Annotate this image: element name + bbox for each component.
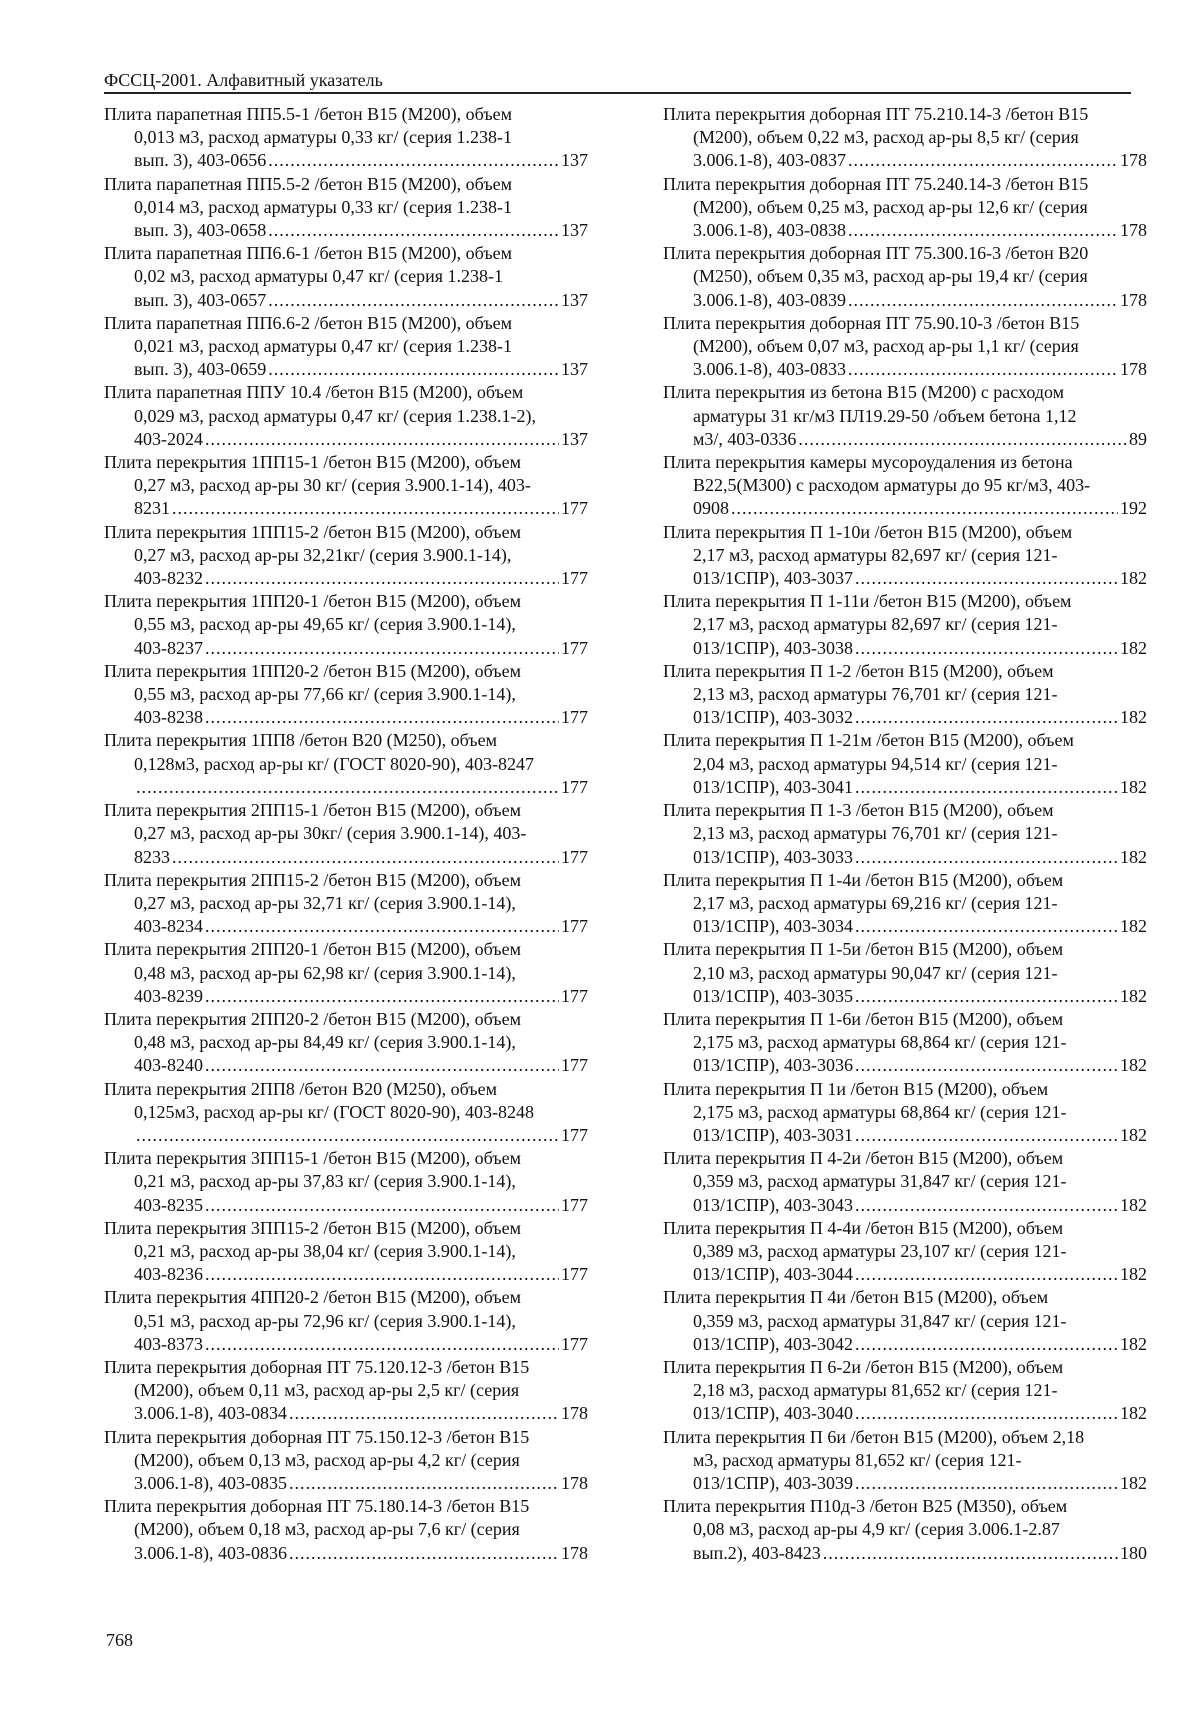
entry-code: 403-8232 <box>134 568 203 589</box>
index-entry <box>104 1495 588 1565</box>
index-entry <box>663 590 1147 660</box>
index-entry <box>663 242 1147 312</box>
entry-leader-line <box>104 1263 588 1286</box>
entry-continuation: 0,014 м3, расход арматуры 0,33 кг/ (серия 1.238-1 <box>134 196 513 217</box>
entry-leader-line <box>104 1054 588 1077</box>
entry-title: Плита парапетная ПП5.5-2 /бетон В15 (М200), объем <box>104 173 513 194</box>
entry-title: Плита перекрытия 1ПП20-2 /бетон В15 (М200), объем <box>104 660 521 681</box>
index-entry <box>104 103 588 173</box>
entry-code: вып. 3), 403-0657 <box>134 289 267 310</box>
entry-page-ref: 182 <box>1120 568 1147 589</box>
dot-leader <box>136 1124 559 1147</box>
entry-title: Плита перекрытия доборная ПТ 75.240.14-3 /бетон В15 <box>663 173 1089 194</box>
entry-code: 403-8238 <box>134 707 203 728</box>
entry-title: Плита перекрытия доборная ПТ 75.300.16-3 /бетон В20 <box>663 243 1089 264</box>
entry-title: Плита перекрытия 2ПП8 /бетон В20 (М250), объем <box>104 1078 497 1099</box>
entry-code: 013/1СПР), 403-3034 <box>693 916 854 937</box>
index-entry <box>663 312 1147 382</box>
index-entry <box>663 1008 1147 1078</box>
entry-title: Плита перекрытия 2ПП20-1 /бетон В15 (М200), объем <box>104 939 521 960</box>
dot-leader <box>268 358 559 381</box>
dot-leader <box>172 497 559 520</box>
entry-code: 403-8236 <box>134 1264 203 1285</box>
entry-continuation: 0,21 м3, расход ар-ры 37,83 кг/ (серия 3.900.1-14), <box>134 1171 516 1192</box>
entry-leader-line <box>104 1124 588 1147</box>
entry-page-ref: 182 <box>1120 1333 1147 1354</box>
entry-continuation: 2,18 м3, расход арматуры 81,652 кг/ (серия 121- <box>693 1380 1058 1401</box>
dot-leader <box>205 1194 559 1217</box>
entry-title: Плита перекрытия 1ПП20-1 /бетон В15 (М200), объем <box>104 591 521 612</box>
entry-title: Плита перекрытия камеры мусороудаления из бетона <box>663 452 1073 473</box>
entry-page-ref: 177 <box>561 916 588 937</box>
entry-leader-line <box>663 1402 1147 1425</box>
entry-continuation: 0,029 м3, расход арматуры 0,47 кг/ (серия 1.238.1-2), <box>134 405 537 426</box>
entry-code: 3.006.1-8), 403-0834 <box>134 1403 287 1424</box>
entry-leader-line <box>104 358 588 381</box>
entry-title: Плита перекрытия П 1-6и /бетон В15 (М200), объем <box>663 1008 1064 1029</box>
entry-title: Плита парапетная ПП6.6-2 /бетон В15 (М200), объем <box>104 312 513 333</box>
entry-continuation: 0,389 м3, расход арматуры 23,107 кг/ (серия 121- <box>693 1240 1067 1261</box>
entry-page-ref: 177 <box>561 1264 588 1285</box>
entry-page-ref: 182 <box>1120 985 1147 1006</box>
entry-title: Плита парапетная ПП6.6-1 /бетон В15 (М200), объем <box>104 243 513 264</box>
entry-continuation: 0,359 м3, расход арматуры 31,847 кг/ (серия 121- <box>693 1171 1067 1192</box>
entry-title: Плита перекрытия П 6-2и /бетон В15 (М200), объем <box>663 1356 1064 1377</box>
entry-page-ref: 137 <box>561 289 588 310</box>
entry-code: 403-2024 <box>134 428 203 449</box>
entry-leader-line <box>663 1333 1147 1356</box>
dot-leader <box>855 637 1118 660</box>
entry-code: 013/1СПР), 403-3036 <box>693 1055 854 1076</box>
entry-title: Плита перекрытия П10д-3 /бетон В25 (М350), объем <box>663 1496 1068 1517</box>
entry-title: Плита перекрытия П 1и /бетон В15 (М200), объем <box>663 1078 1049 1099</box>
entry-code: 3.006.1-8), 403-0838 <box>693 220 846 241</box>
entry-page-ref: 182 <box>1120 1055 1147 1076</box>
dot-leader <box>855 1402 1118 1425</box>
entry-continuation: 2,17 м3, расход арматуры 82,697 кг/ (серия 121- <box>693 614 1058 635</box>
dot-leader <box>172 846 559 869</box>
entry-code: 013/1СПР), 403-3040 <box>693 1403 854 1424</box>
entry-leader-line <box>663 289 1147 312</box>
entry-title: Плита парапетная ППУ 10.4 /бетон В15 (М200), объем <box>104 382 524 403</box>
entry-code: 013/1СПР), 403-3033 <box>693 846 854 867</box>
entry-page-ref: 89 <box>1129 428 1147 449</box>
index-entry <box>663 103 1147 173</box>
index-entry <box>104 312 588 382</box>
index-entry <box>104 1008 588 1078</box>
entry-continuation: 0,27 м3, расход ар-ры 32,71 кг/ (серия 3.900.1-14), <box>134 892 516 913</box>
entry-continuation: 0,48 м3, расход ар-ры 84,49 кг/ (серия 3.900.1-14), <box>134 1032 516 1053</box>
entry-page-ref: 178 <box>561 1542 588 1563</box>
dot-leader <box>823 1542 1118 1565</box>
index-entry <box>663 729 1147 799</box>
dot-leader <box>268 219 559 242</box>
entry-page-ref: 182 <box>1120 1472 1147 1493</box>
dot-leader <box>855 985 1118 1008</box>
entry-code: 0908 <box>693 498 729 519</box>
index-entry <box>663 1147 1147 1217</box>
entry-continuation: 0,27 м3, расход ар-ры 30 кг/ (серия 3.900.1-14), 403- <box>134 475 531 496</box>
index-entry <box>663 521 1147 591</box>
dot-leader <box>855 567 1118 590</box>
entry-continuation: 2,175 м3, расход арматуры 68,864 кг/ (серия 121- <box>693 1032 1067 1053</box>
entry-continuation: (М200), объем 0,13 м3, расход ар-ры 4,2 кг/ (серия <box>134 1449 520 1470</box>
index-entry <box>104 729 588 799</box>
entry-code: 3.006.1-8), 403-0836 <box>134 1542 287 1563</box>
entry-continuation: (М200), объем 0,22 м3, расход ар-ры 8,5 кг/ (серия <box>693 127 1079 148</box>
dot-leader <box>205 915 559 938</box>
dot-leader <box>289 1402 559 1425</box>
entry-continuation: 0,21 м3, расход ар-ры 38,04 кг/ (серия 3.900.1-14), <box>134 1240 516 1261</box>
entry-leader-line <box>663 706 1147 729</box>
entry-title: Плита перекрытия П 1-3 /бетон В15 (М200), объем <box>663 800 1054 821</box>
entry-page-ref: 177 <box>561 568 588 589</box>
entry-page-ref: 182 <box>1120 916 1147 937</box>
dot-leader <box>205 428 559 451</box>
entry-title: Плита перекрытия 3ПП15-2 /бетон В15 (М200), объем <box>104 1217 521 1238</box>
entry-title: Плита перекрытия 2ПП15-2 /бетон В15 (М200), объем <box>104 869 521 890</box>
entry-continuation: 2,17 м3, расход арматуры 69,216 кг/ (серия 121- <box>693 892 1058 913</box>
entry-leader-line <box>104 219 588 242</box>
dot-leader <box>798 428 1127 451</box>
entry-title: Плита перекрытия П 1-11и /бетон В15 (М200), объем <box>663 591 1072 612</box>
entry-code: 3.006.1-8), 403-0839 <box>693 289 846 310</box>
entry-continuation: (М250), объем 0,35 м3, расход ар-ры 19,4 кг/ (серия <box>693 266 1088 287</box>
dot-leader <box>205 1054 559 1077</box>
entry-title: Плита перекрытия 1ПП15-1 /бетон В15 (М200), объем <box>104 452 521 473</box>
entry-title: Плита перекрытия 4ПП20-2 /бетон В15 (М200), объем <box>104 1287 521 1308</box>
entry-continuation: 0,55 м3, расход ар-ры 77,66 кг/ (серия 3.900.1-14), <box>134 684 516 705</box>
header-rule <box>104 92 1131 94</box>
entry-page-ref: 178 <box>1120 289 1147 310</box>
dot-leader <box>205 1333 559 1356</box>
entry-page-ref: 178 <box>1120 150 1147 171</box>
entry-leader-line <box>104 428 588 451</box>
dot-leader <box>855 1124 1118 1147</box>
entry-leader-line <box>663 846 1147 869</box>
entry-code: 403-8234 <box>134 916 203 937</box>
dot-leader <box>848 149 1118 172</box>
entry-leader-line <box>104 1402 588 1425</box>
index-entry <box>663 1217 1147 1287</box>
index-entry <box>663 451 1147 521</box>
entry-page-ref: 182 <box>1120 776 1147 797</box>
entry-code: 013/1СПР), 403-3032 <box>693 707 854 728</box>
entry-page-ref: 177 <box>561 637 588 658</box>
page-number: 768 <box>106 1630 133 1650</box>
index-entry <box>663 660 1147 730</box>
entry-code: 013/1СПР), 403-3037 <box>693 568 854 589</box>
entry-code: 013/1СПР), 403-3038 <box>693 637 854 658</box>
dot-leader <box>855 776 1118 799</box>
entry-leader-line <box>663 985 1147 1008</box>
entry-continuation: 2,17 м3, расход арматуры 82,697 кг/ (серия 121- <box>693 544 1058 565</box>
entry-code: 8231 <box>134 498 170 519</box>
entry-title: Плита перекрытия П 1-21м /бетон В15 (М200), объем <box>663 730 1074 751</box>
entry-title: Плита перекрытия доборная ПТ 75.150.12-3 /бетон В15 <box>104 1426 530 1447</box>
entry-title: Плита перекрытия доборная ПТ 75.90.10-3 /бетон В15 <box>663 312 1080 333</box>
index-entry <box>104 173 588 243</box>
entry-leader-line <box>104 567 588 590</box>
index-entry <box>663 381 1147 451</box>
dot-leader <box>205 567 559 590</box>
index-entry <box>104 799 588 869</box>
entry-leader-line <box>104 776 588 799</box>
index-entry <box>104 451 588 521</box>
entry-code: вып.2), 403-8423 <box>693 1542 821 1563</box>
entry-leader-line <box>104 1472 588 1495</box>
index-entry <box>104 660 588 730</box>
entry-continuation: 0,013 м3, расход арматуры 0,33 кг/ (серия 1.238-1 <box>134 127 513 148</box>
entry-page-ref: 137 <box>561 220 588 241</box>
entry-page-ref: 177 <box>561 707 588 728</box>
dot-leader <box>289 1472 559 1495</box>
entry-title: Плита перекрытия 1ПП15-2 /бетон В15 (М200), объем <box>104 521 521 542</box>
entry-continuation: 0,27 м3, расход ар-ры 32,21кг/ (серия 3.900.1-14), <box>134 544 512 565</box>
index-entry <box>663 869 1147 939</box>
entry-continuation: 2,175 м3, расход арматуры 68,864 кг/ (серия 121- <box>693 1101 1067 1122</box>
dot-leader <box>848 289 1118 312</box>
dot-leader <box>855 706 1118 729</box>
entry-page-ref: 182 <box>1120 707 1147 728</box>
entry-leader-line <box>104 637 588 660</box>
entry-page-ref: 192 <box>1120 498 1147 519</box>
entry-leader-line <box>104 1542 588 1565</box>
entry-continuation: 0,021 м3, расход арматуры 0,47 кг/ (серия 1.238-1 <box>134 336 513 357</box>
entry-leader-line <box>104 846 588 869</box>
dot-leader <box>855 1333 1118 1356</box>
entry-leader-line <box>104 1333 588 1356</box>
entry-continuation: 0,55 м3, расход ар-ры 49,65 кг/ (серия 3.900.1-14), <box>134 614 516 635</box>
running-header: ФССЦ-2001. Алфавитный указатель <box>104 70 383 90</box>
index-entry <box>104 1217 588 1287</box>
entry-continuation: 0,359 м3, расход арматуры 31,847 кг/ (серия 121- <box>693 1310 1067 1331</box>
entry-title: Плита перекрытия 3ПП15-1 /бетон В15 (М200), объем <box>104 1148 521 1169</box>
entry-page-ref: 177 <box>561 846 588 867</box>
entry-page-ref: 182 <box>1120 1403 1147 1424</box>
entry-continuation: (М200), объем 0,25 м3, расход ар-ры 12,6 кг/ (серия <box>693 196 1088 217</box>
entry-title: Плита перекрытия доборная ПТ 75.120.12-3 /бетон В15 <box>104 1356 530 1377</box>
entry-code: 013/1СПР), 403-3039 <box>693 1472 854 1493</box>
dot-leader <box>205 985 559 1008</box>
entry-leader-line <box>663 776 1147 799</box>
entry-code: 3.006.1-8), 403-0833 <box>693 359 846 380</box>
entry-code: 403-8239 <box>134 985 203 1006</box>
entry-title: Плита перекрытия П 4и /бетон В15 (М200), объем <box>663 1287 1049 1308</box>
entry-leader-line <box>104 1194 588 1217</box>
entry-code: 013/1СПР), 403-3044 <box>693 1264 854 1285</box>
entry-code: 403-8235 <box>134 1194 203 1215</box>
entry-leader-line <box>663 497 1147 520</box>
index-entry <box>663 1078 1147 1148</box>
dot-leader <box>855 1194 1118 1217</box>
index-entry <box>104 590 588 660</box>
index-entry <box>663 938 1147 1008</box>
entry-page-ref: 177 <box>561 1055 588 1076</box>
entry-leader-line <box>663 358 1147 381</box>
entry-code: вып. 3), 403-0659 <box>134 359 267 380</box>
dot-leader <box>848 358 1118 381</box>
index-column-left <box>104 103 588 1565</box>
entry-title: Плита перекрытия П 4-2и /бетон В15 (М200), объем <box>663 1148 1064 1169</box>
entry-title: Плита перекрытия доборная ПТ 75.180.14-3 /бетон В15 <box>104 1496 530 1517</box>
dot-leader <box>136 776 559 799</box>
dot-leader <box>855 1054 1118 1077</box>
entry-code: 403-8237 <box>134 637 203 658</box>
entry-continuation: (М200), объем 0,07 м3, расход ар-ры 1,1 кг/ (серия <box>693 336 1079 357</box>
entry-continuation: (М200), объем 0,11 м3, расход ар-ры 2,5 кг/ (серия <box>134 1380 520 1401</box>
index-entry <box>104 521 588 591</box>
entry-title: Плита перекрытия П 1-2 /бетон В15 (М200), объем <box>663 660 1054 681</box>
entry-code: 8233 <box>134 846 170 867</box>
entry-code: 403-8373 <box>134 1333 203 1354</box>
index-entry <box>663 1356 1147 1426</box>
index-entry <box>104 242 588 312</box>
entry-code: 403-8240 <box>134 1055 203 1076</box>
entry-page-ref: 177 <box>561 776 588 797</box>
entry-page-ref: 177 <box>561 985 588 1006</box>
entry-code: 3.006.1-8), 403-0837 <box>693 150 846 171</box>
entry-page-ref: 137 <box>561 428 588 449</box>
entry-page-ref: 177 <box>561 1124 588 1145</box>
entry-title: Плита перекрытия доборная ПТ 75.210.14-3 /бетон В15 <box>663 104 1089 124</box>
entry-title: Плита перекрытия П 1-10и /бетон В15 (М200), объем <box>663 521 1073 542</box>
entry-leader-line <box>663 428 1147 451</box>
entry-page-ref: 182 <box>1120 637 1147 658</box>
entry-page-ref: 137 <box>561 359 588 380</box>
entry-code: 013/1СПР), 403-3035 <box>693 985 854 1006</box>
index-column-right <box>663 103 1147 1565</box>
dot-leader <box>268 149 559 172</box>
index-entry <box>104 1286 588 1356</box>
entry-continuation: 0,51 м3, расход ар-ры 72,96 кг/ (серия 3.900.1-14), <box>134 1310 516 1331</box>
entry-page-ref: 178 <box>561 1472 588 1493</box>
entry-leader-line <box>663 1472 1147 1495</box>
entry-leader-line <box>663 1542 1147 1565</box>
entry-title: Плита перекрытия 1ПП8 /бетон В20 (М250), объем <box>104 730 497 751</box>
entry-continuation: арматуры 31 кг/м3 ПЛ19.29-50 /объем бетона 1,12 <box>693 405 1077 426</box>
entry-leader-line <box>663 637 1147 660</box>
entry-page-ref: 182 <box>1120 1194 1147 1215</box>
entry-continuation: м3, расход арматуры 81,652 кг/ (серия 121- <box>693 1449 1022 1470</box>
entry-continuation: 0,08 м3, расход ар-ры 4,9 кг/ (серия 3.006.1-2.87 <box>693 1519 1060 1540</box>
entry-page-ref: 178 <box>1120 359 1147 380</box>
entry-title: Плита перекрытия П 4-4и /бетон В15 (М200), объем <box>663 1217 1064 1238</box>
entry-title: Плита перекрытия из бетона В15 (М200) с расходом <box>663 382 1065 403</box>
entry-page-ref: 180 <box>1120 1542 1147 1563</box>
entry-leader-line <box>663 1194 1147 1217</box>
index-entry <box>663 1426 1147 1496</box>
entry-leader-line <box>663 1263 1147 1286</box>
entry-page-ref: 177 <box>561 1194 588 1215</box>
entry-code: 3.006.1-8), 403-0835 <box>134 1472 287 1493</box>
entry-leader-line <box>104 706 588 729</box>
dot-leader <box>855 915 1118 938</box>
dot-leader <box>855 1263 1118 1286</box>
entry-page-ref: 177 <box>561 1333 588 1354</box>
entry-continuation: 2,13 м3, расход арматуры 76,701 кг/ (серия 121- <box>693 823 1058 844</box>
index-entry <box>104 1147 588 1217</box>
dot-leader <box>855 1472 1118 1495</box>
dot-leader <box>848 219 1118 242</box>
entry-continuation: 0,48 м3, расход ар-ры 62,98 кг/ (серия 3.900.1-14), <box>134 962 516 983</box>
dot-leader <box>731 497 1118 520</box>
entry-title: Плита перекрытия 2ПП20-2 /бетон В15 (М200), объем <box>104 1008 521 1029</box>
entry-title: Плита перекрытия 2ПП15-1 /бетон В15 (М200), объем <box>104 800 521 821</box>
entry-leader-line <box>663 567 1147 590</box>
entry-leader-line <box>663 1124 1147 1147</box>
entry-code: 013/1СПР), 403-3043 <box>693 1194 854 1215</box>
entry-title: Плита перекрытия П 1-5и /бетон В15 (М200), объем <box>663 939 1064 960</box>
entry-page-ref: 178 <box>1120 220 1147 241</box>
entry-page-ref: 177 <box>561 498 588 519</box>
entry-title: Плита перекрытия П 1-4и /бетон В15 (М200), объем <box>663 869 1064 890</box>
entry-continuation: (М200), объем 0,18 м3, расход ар-ры 7,6 кг/ (серия <box>134 1519 520 1540</box>
index-entry <box>104 1426 588 1496</box>
dot-leader <box>268 289 559 312</box>
entry-page-ref: 178 <box>561 1403 588 1424</box>
entry-code: 013/1СПР), 403-3031 <box>693 1124 854 1145</box>
entry-code: м3/, 403-0336 <box>693 428 797 449</box>
entry-continuation: 2,04 м3, расход арматуры 94,514 кг/ (серия 121- <box>693 753 1058 774</box>
index-entry <box>104 1356 588 1426</box>
entry-page-ref: 182 <box>1120 1124 1147 1145</box>
entry-code: вып. 3), 403-0658 <box>134 220 267 241</box>
entry-page-ref: 182 <box>1120 846 1147 867</box>
index-entry <box>663 1495 1147 1565</box>
entry-continuation: В22,5(М300) с расходом арматуры до 95 кг/м3, 403- <box>693 475 1091 496</box>
entry-continuation: 0,125м3, расход ар-ры кг/ (ГОСТ 8020-90), 403-8248 <box>134 1101 534 1122</box>
entry-code: 013/1СПР), 403-3042 <box>693 1333 854 1354</box>
entry-leader-line <box>663 1054 1147 1077</box>
entry-continuation: 2,13 м3, расход арматуры 76,701 кг/ (серия 121- <box>693 684 1058 705</box>
entry-continuation: 0,02 м3, расход арматуры 0,47 кг/ (серия 1.238-1 <box>134 266 504 287</box>
entry-leader-line <box>104 915 588 938</box>
entry-leader-line <box>663 149 1147 172</box>
dot-leader <box>205 637 559 660</box>
dot-leader <box>855 846 1118 869</box>
entry-page-ref: 137 <box>561 150 588 171</box>
entry-page-ref: 182 <box>1120 1264 1147 1285</box>
dot-leader <box>289 1542 559 1565</box>
dot-leader <box>205 1263 559 1286</box>
entry-continuation: 2,10 м3, расход арматуры 90,047 кг/ (серия 121- <box>693 962 1058 983</box>
index-entry <box>104 1078 588 1148</box>
entry-leader-line <box>104 985 588 1008</box>
entry-leader-line <box>104 149 588 172</box>
entry-title: Плита перекрытия П 6и /бетон В15 (М200), объем 2,18 <box>663 1426 1085 1447</box>
entry-leader-line <box>663 219 1147 242</box>
index-entry <box>104 869 588 939</box>
index-entry <box>663 799 1147 869</box>
entry-leader-line <box>104 497 588 520</box>
index-entry <box>663 173 1147 243</box>
index-entry <box>104 938 588 1008</box>
index-entry <box>663 1286 1147 1356</box>
entry-code: 013/1СПР), 403-3041 <box>693 776 854 797</box>
entry-continuation: 0,128м3, расход ар-ры кг/ (ГОСТ 8020-90), 403-8247 <box>134 753 534 774</box>
entry-code: вып. 3), 403-0656 <box>134 150 267 171</box>
dot-leader <box>205 706 559 729</box>
index-entry <box>104 381 588 451</box>
entry-leader-line <box>663 915 1147 938</box>
entry-leader-line <box>104 289 588 312</box>
entry-continuation: 0,27 м3, расход ар-ры 30кг/ (серия 3.900.1-14), 403- <box>134 823 527 844</box>
entry-title: Плита парапетная ПП5.5-1 /бетон В15 (М200), объем <box>104 104 513 124</box>
